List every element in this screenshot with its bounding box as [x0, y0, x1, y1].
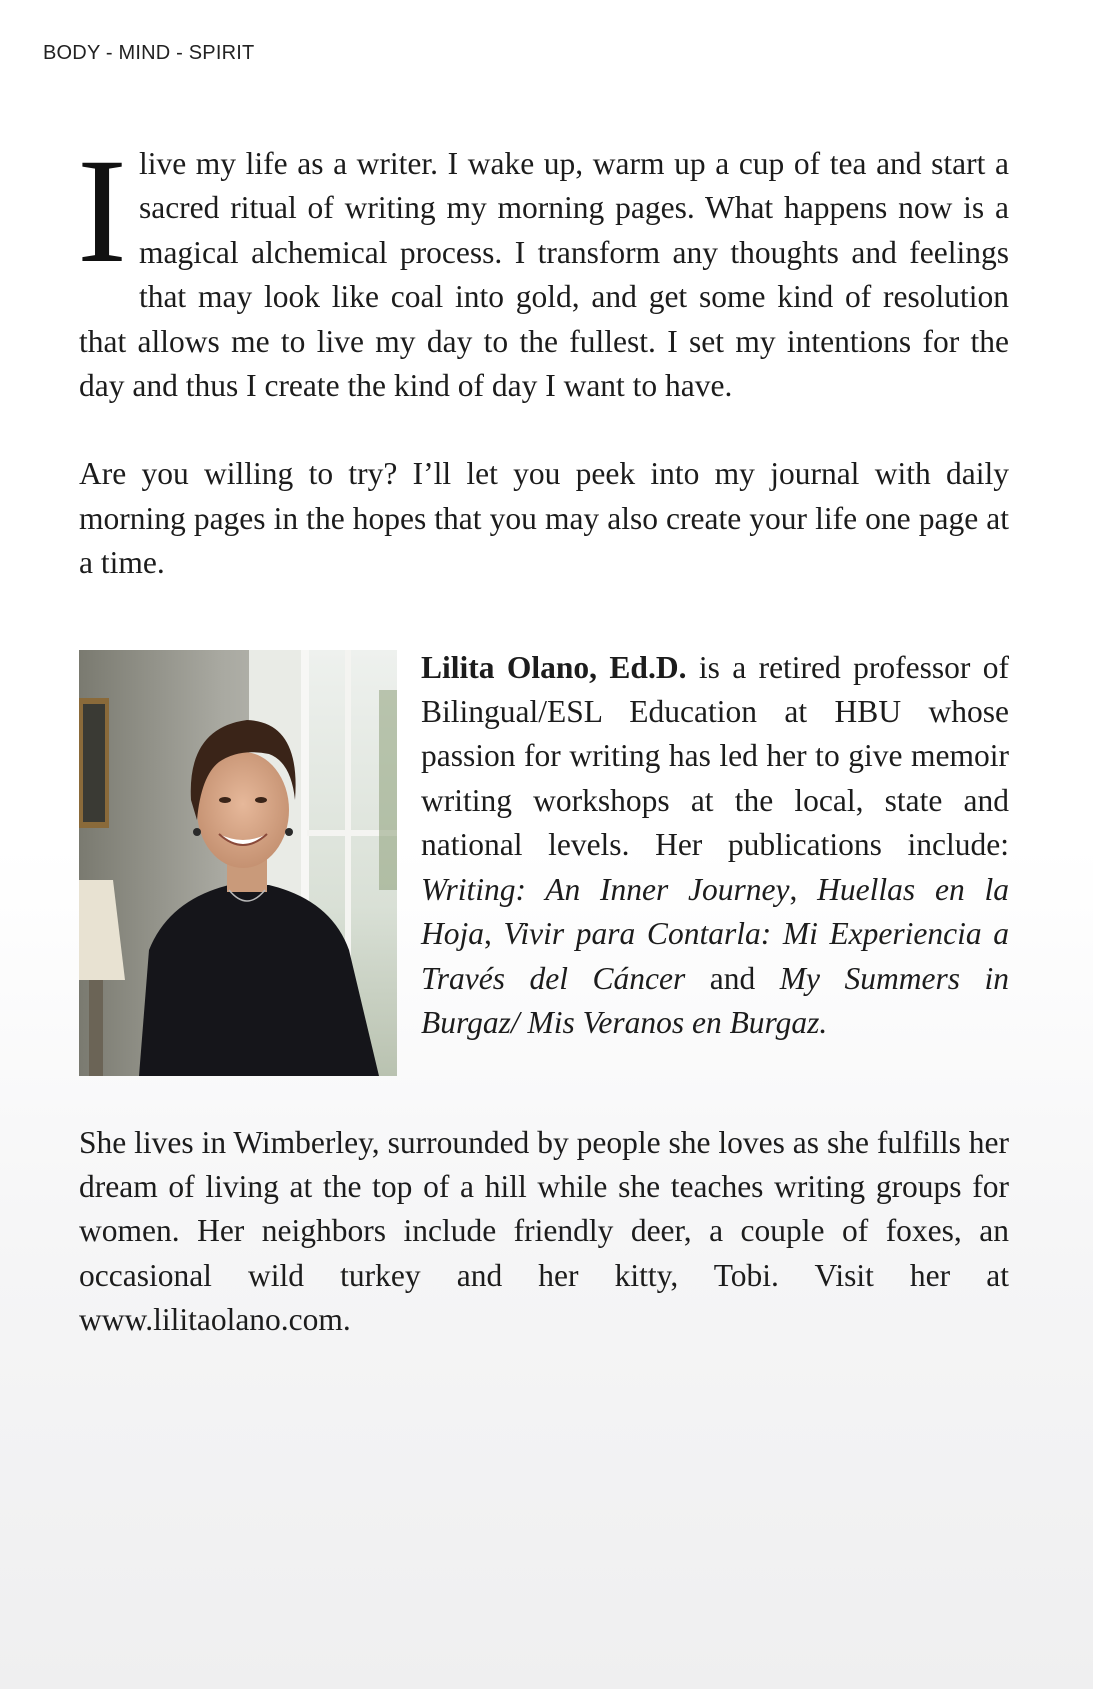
- author-bio: [79, 646, 1009, 1076]
- closing-paragraph: She lives in Wimberley, surrounded by people she loves as she fulfills her dream of living at the top of a hill while she teaches writing groups for women. Her neighbors include friendly deer, a couple of foxes, an occasional wild turkey and her kitty, Tobi. Visit her at www.lilitaolano.com.: [79, 1124, 1009, 1338]
- book-title: My Summers in Burgaz/ Mis Veranos en Burgaz.: [421, 960, 1010, 1040]
- book-title: Vivir para Contarla: Mi Experiencia a Través del Cáncer: [421, 916, 1010, 996]
- book-title: Writing: An Inner Journey: [421, 871, 790, 907]
- separator: and: [685, 960, 780, 996]
- author-name: Lilita Olano, Ed.D.: [421, 649, 687, 685]
- bio-paragraph: [421, 646, 1009, 1046]
- separator: ,: [789, 871, 818, 907]
- author-photo: [79, 650, 397, 1076]
- drop-cap: I: [77, 128, 127, 294]
- bio-text: is a retired professor of Bilingual/ESL Education at HBU whose passion for writing has led her to give memoir writing workshops at the local, state and national levels. Her publications include:: [421, 649, 1009, 863]
- author-portrait-icon: [79, 650, 397, 1076]
- intro-paragraph: [77, 128, 1009, 408]
- book-title: Huellas en la Hoja: [421, 871, 1009, 952]
- separator: ,: [484, 916, 504, 952]
- category-label: BODY - MIND - SPIRIT: [43, 42, 255, 64]
- back-cover-text: [77, 128, 1010, 1343]
- invite-paragraph: Are you willing to try? I’ll let you peek into my journal with daily morning pages in the hopes that you may also create your life one page at a time.: [79, 456, 1009, 581]
- intro-text: live my life as a writer. I wake up, warm up a cup of tea and start a sacred ritual of writing my morning pages. What happens now is a magical alchemical process. I transform any thoughts and feelings that may look like coal into gold, and get some kind of resolution that allows me to live my day to the fullest. I set my intentions for the day and thus I create the kind of day I want to have.: [79, 146, 1009, 404]
